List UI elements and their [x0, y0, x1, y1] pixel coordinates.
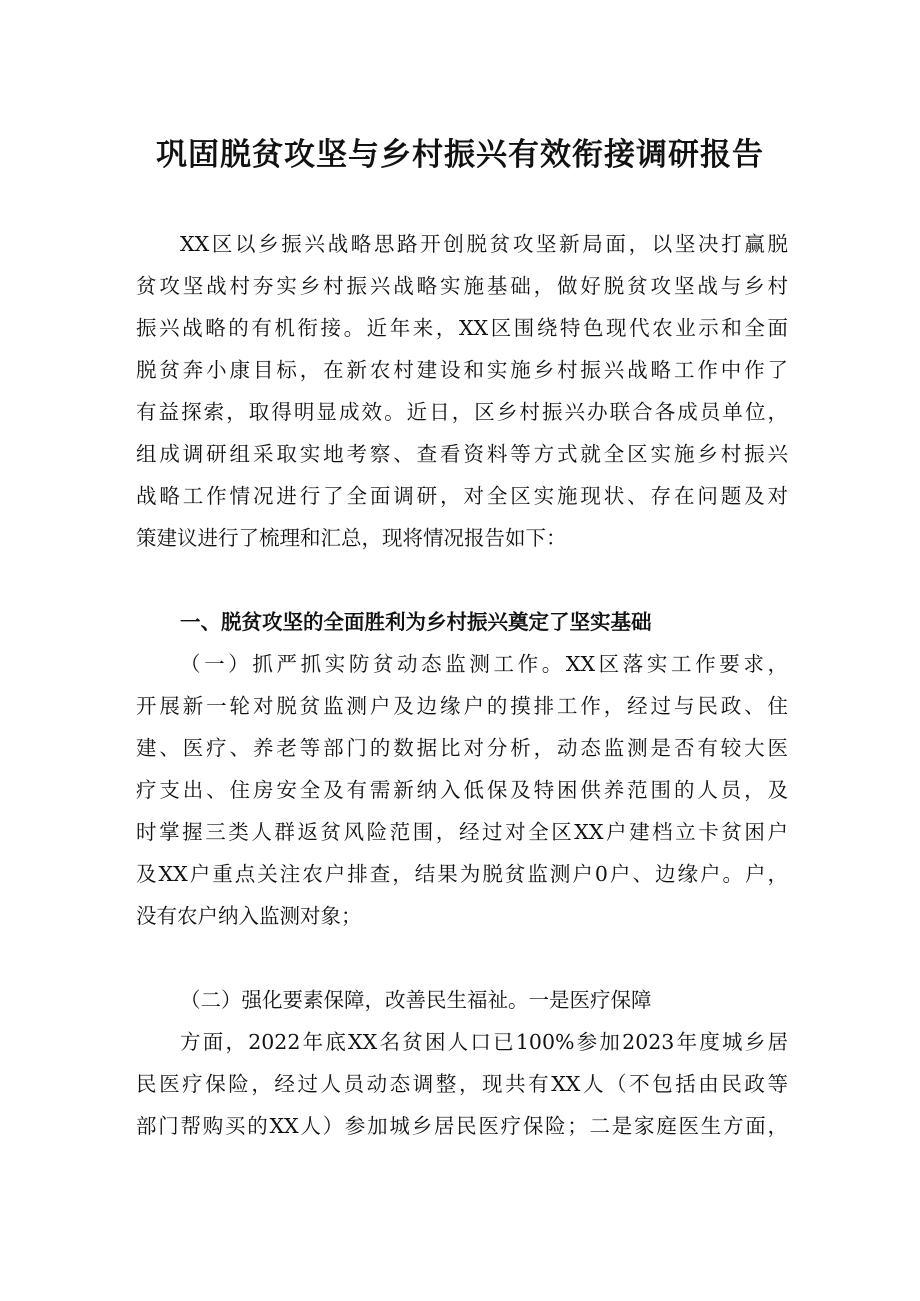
paragraph-line: 方面，2022年底XX名贫困人口已100%参加2023年度城乡居 — [180, 1030, 788, 1054]
paragraph-line: 时掌握三类人群返贫风险范围，经过对全区XX户建档立卡贫困户 — [136, 820, 788, 844]
paragraph-line: 建、医疗、养老等部门的数据比对分析，动态监测是否有较大医 — [136, 736, 788, 760]
section-heading: 一、脱贫攻坚的全面胜利为乡村振兴奠定了坚实基础 — [180, 610, 652, 634]
paragraph-line: 民医疗保险，经过人员动态调整，现共有XX人（不包括由民政等 — [136, 1072, 788, 1096]
document-title: 巩固脱贫攻坚与乡村振兴有效衔接调研报告 — [156, 137, 764, 173]
paragraph-line: 及XX户重点关注农户排查，结果为脱贫监测户0户、边缘户。户， — [136, 862, 788, 886]
paragraph-line: 组成调研组采取实地考察、查看资料等方式就全区实施乡村振兴 — [136, 442, 788, 466]
paragraph-line: 振兴战略的有机衔接。近年来，XX区围绕特色现代农业示和全面 — [136, 316, 788, 340]
paragraph-line: XX区以乡振兴战略思路开创脱贫攻坚新局面，以坚决打赢脱 — [180, 232, 788, 256]
paragraph-line: （一）抓严抓实防贫动态监测工作。XX区落实工作要求， — [180, 652, 788, 676]
paragraph-line: 脱贫奔小康目标，在新农村建设和实施乡村振兴战略工作中作了 — [136, 358, 788, 382]
paragraph-line: 战略工作情况进行了全面调研，对全区实施现状、存在问题及对 — [136, 484, 788, 508]
paragraph-line: 开展新一轮对脱贫监测户及边缘户的摸排工作，经过与民政、住 — [136, 694, 788, 718]
paragraph-line: 策建议进行了梳理和汇总，现将情况报告如下： — [136, 526, 567, 550]
paragraph-line: 有益探索，取得明显成效。近日，区乡村振兴办联合各成员单位， — [136, 400, 788, 424]
paragraph-line: （二）强化要素保障，改善民生福祉。一是医疗保障 — [180, 988, 652, 1012]
paragraph-line: 贫攻坚战村夯实乡村振兴战略实施基础，做好脱贫攻坚战与乡村 — [136, 274, 788, 298]
paragraph-line: 部门帮购买的XX人）参加城乡居民医疗保险；二是家庭医生方面， — [136, 1114, 788, 1138]
paragraph-line: 没有农户纳入监测对象； — [136, 904, 362, 928]
paragraph-line: 疗支出、住房安全及有需新纳入低保及特困供养范围的人员，及 — [136, 778, 788, 802]
